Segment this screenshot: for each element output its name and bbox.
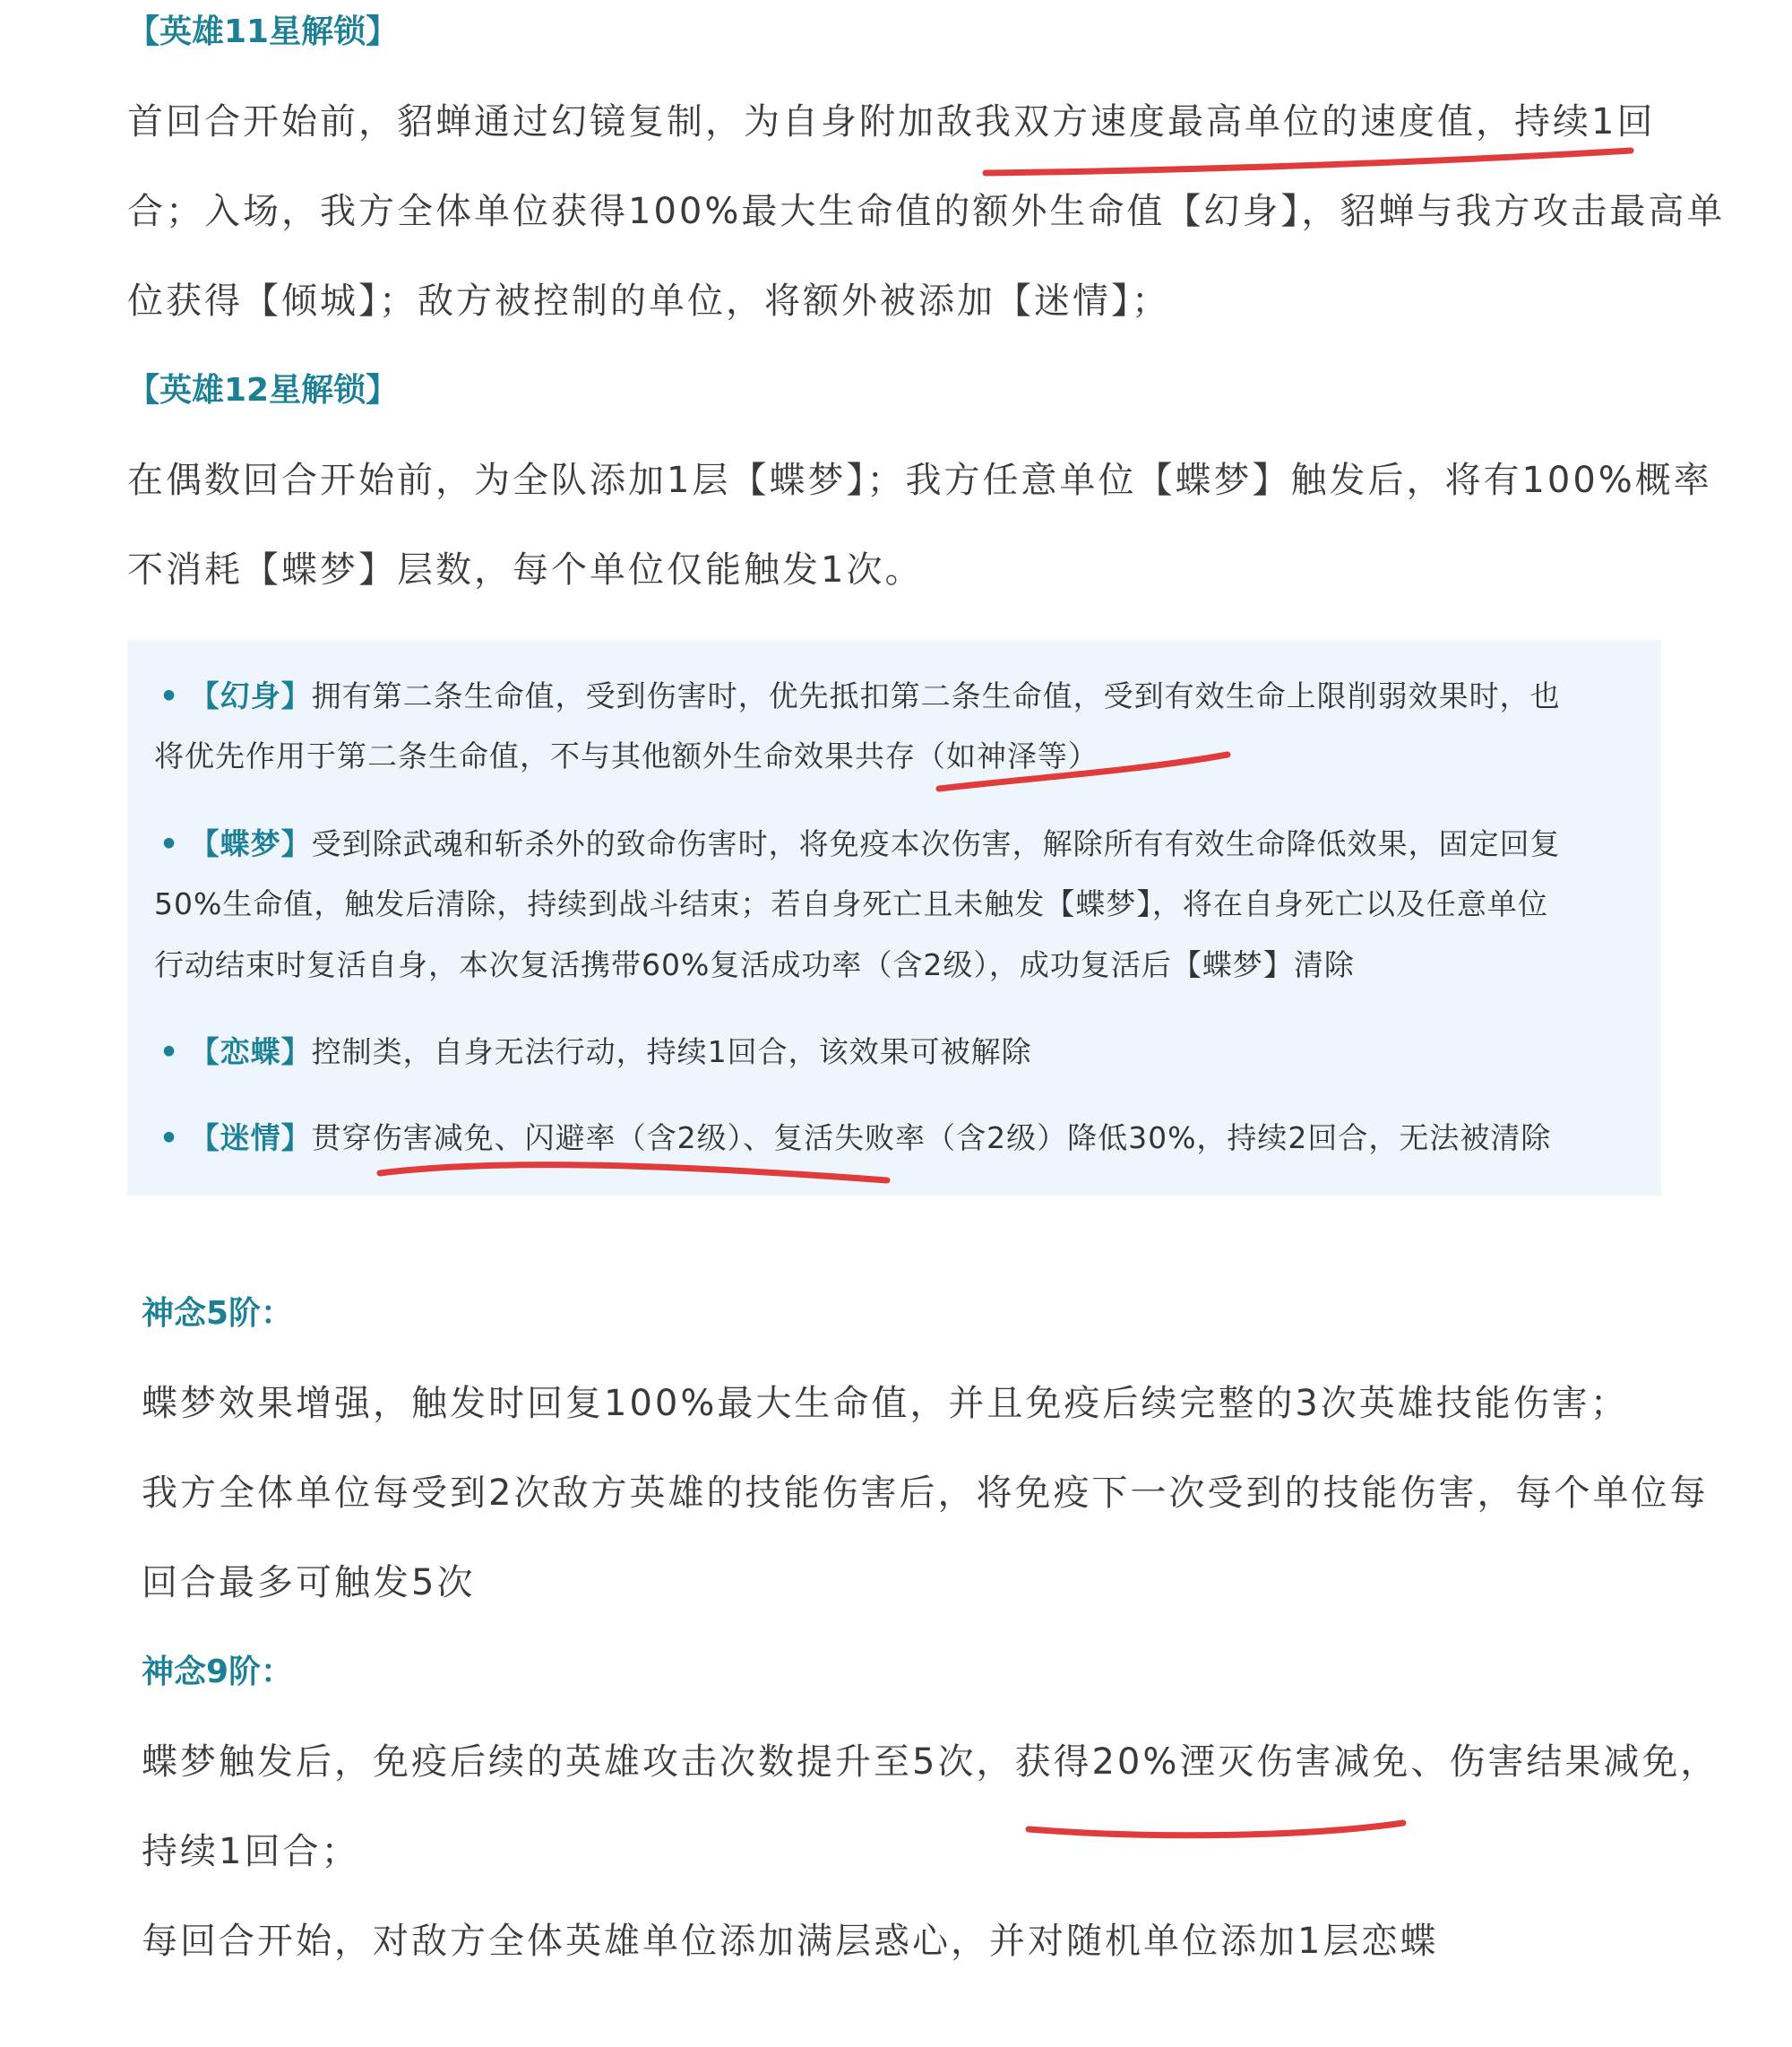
bullet-icon: • [159, 826, 180, 861]
glossary-text: 贯穿伤害减免、闪避率（含2级）、复活失败率（含2级）降低30%，持续2回合，无法被清除 [311, 1120, 1552, 1155]
glossary-term: 【迷情】 [189, 1120, 312, 1155]
glossary-text: 控制类，自身无法行动，持续1回合，该效果可被解除 [311, 1034, 1032, 1069]
glossary-term: 【蝶梦】 [189, 826, 312, 861]
star11-line-3: 位获得【倾城】；敌方被控制的单位，将额外被添加【迷情】； [127, 281, 1170, 322]
glossary-item-huanshen [159, 678, 1561, 713]
underline-speed-icon [986, 151, 1631, 173]
star11-title: 【英雄11星解锁】 [127, 13, 399, 50]
shennian9-line-3: 每回合开始，对敌方全体英雄单位添加满层惑心，并对随机单位添加1层恋蝶 [142, 1921, 1439, 1962]
bullet-icon: • [159, 1120, 180, 1155]
star12-line-1: 在偶数回合开始前，为全队添加1层【蝶梦】；我方任意单位【蝶梦】触发后，将有100%概率 [127, 460, 1712, 501]
star12-line-2: 不消耗【蝶梦】层数，每个单位仅能触发1次。 [127, 549, 924, 591]
shennian5-line-1: 蝶梦效果增强，触发时回复100%最大生命值，并且免疫后续完整的3次英雄技能伤害； [142, 1383, 1629, 1424]
underline-jianmian-icon [1029, 1823, 1403, 1835]
glossary-item-diemeng-cont-1: 50%生命值，触发后清除，持续到战斗结束；若自身死亡且未触发【蝶梦】，将在自身死亡以及任意单位 [154, 886, 1548, 921]
glossary-text: 受到除武魂和斩杀外的致命伤害时，将免疫本次伤害，解除所有有效生命降低效果，固定回复 [311, 826, 1561, 861]
shennian5-line-3: 回合最多可触发5次 [142, 1562, 476, 1603]
glossary-text: 拥有第二条生命值，受到伤害时，优先抵扣第二条生命值，受到有效生命上限削弱效果时，也 [311, 678, 1561, 713]
bullet-icon: • [159, 678, 180, 713]
glossary-item-diemeng-cont-2: 行动结束时复活自身，本次复活携带60%复活成功率（含2级），成功复活后【蝶梦】清除 [154, 947, 1355, 982]
bullet-icon: • [159, 1034, 180, 1069]
shennian5-line-2: 我方全体单位每受到2次敌方英雄的技能伤害后，将免疫下一次受到的技能伤害，每个单位每 [142, 1473, 1709, 1514]
glossary-item-diemeng [159, 826, 1561, 861]
shennian9-line-1: 蝶梦触发后，免疫后续的英雄攻击次数提升至5次，获得20%湮灭伤害减免、伤害结果减免， [142, 1741, 1719, 1783]
glossary-item-miqing [159, 1120, 1552, 1155]
glossary-term: 【幻身】 [189, 678, 312, 713]
shennian9-title: 神念9阶： [142, 1654, 294, 1690]
glossary-item-liandie [159, 1034, 1032, 1069]
glossary-term: 【恋蝶】 [189, 1034, 312, 1069]
star12-title: 【英雄12星解锁】 [127, 372, 399, 409]
glossary-item-huanshen-cont: 将优先作用于第二条生命值，不与其他额外生命效果共存（如神泽等） [154, 738, 1098, 773]
star11-line-2: 合；入场，我方全体单位获得100%最大生命值的额外生命值【幻身】，貂蝉与我方攻击最高单 [127, 191, 1726, 232]
shennian9-line-2: 持续1回合； [142, 1831, 360, 1872]
star11-line-1: 首回合开始前，貂蝉通过幻镜复制，为自身附加敌我双方速度最高单位的速度值，持续1回 [127, 101, 1656, 143]
shennian5-title: 神念5阶： [142, 1295, 294, 1332]
